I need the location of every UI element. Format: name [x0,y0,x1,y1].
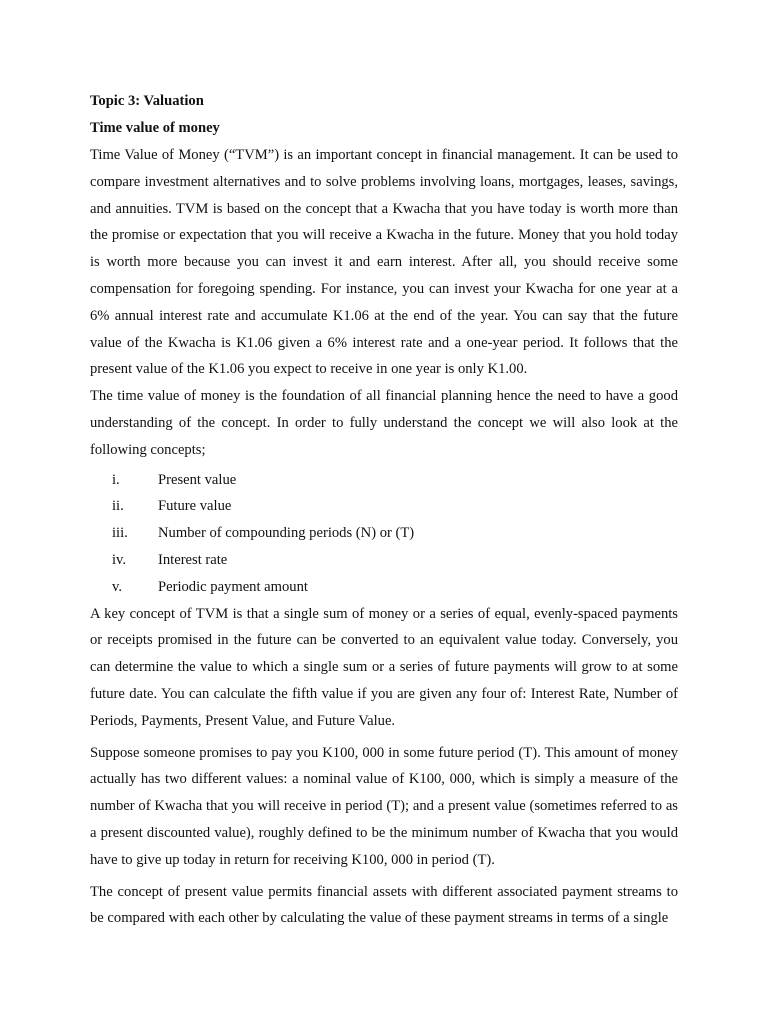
paragraph-tvm-intro: Time Value of Money (“TVM”) is an important concept in financial management. It can be used to compare investment alternatives and to solve problems involving loans, mortgages, leases, savings, and annuities. TVM is based on the concept that a Kwacha that you have today is worth more than the promise or expectation that you will receive a Kwacha in the future. Money that you hold today is worth more because you can invest it and earn interest. After all, you should receive some compensation for foregoing spending. For instance, you can invest your Kwacha for one year at a 6% annual interest rate and accumulate K1.06 at the end of the year. You can say that the future value of the Kwacha is K1.06 given a 6% interest rate and a one-year period. It follows that the present value of the K1.06 you expect to receive in one year is only K1.00. [90,147,678,378]
list-item-text: Number of compounding periods (N) or (T) [158,525,415,542]
paragraph-present-value-concept: The concept of present value permits financial assets with different associated payment streams to be compared with each other by calculating the value of these payment streams in terms of a single [90,883,678,927]
list-item-number: iii. [112,525,128,542]
paragraph-key-concept: A key concept of TVM is that a single sum of money or a series of equal, evenly-spaced payments or receipts promised in the future can be converted to an equivalent value today. Conversely, you can determine the value to which a single sum or a series of future payments will grow to at some future date. You can calculate the fifth value if you are given any four of: Interest Rate, Number of Periods, Payments, Present Value, and Future Value. [90,605,678,729]
section-heading: Time value of money [90,120,220,136]
list-item-text: Present value [158,471,237,488]
list-item-number: iv. [112,551,127,568]
topic-heading: Topic 3: Valuation [90,93,204,109]
paragraph-promise-example: Suppose someone promises to pay you K100, 000 in some future period (T). This amount of money actually has two different values: a nominal value of K100, 000, which is simply a measure of the number of Kwacha that you will receive in period (T); and a present value (sometimes referred to as a present discounted value), roughly defined to be the minimum number of Kwacha that you would have to give up today in return for receiving K100, 000 in period (T). [90,744,678,868]
list-item [90,547,678,574]
list-item-text: Future value [158,498,232,515]
document-page [90,88,678,932]
list-item-text: Periodic payment amount [158,578,308,595]
list-item [90,493,678,520]
list-item [90,467,678,494]
list-item [90,520,678,547]
list-item-number: i. [112,471,120,488]
list-item-text: Interest rate [158,551,228,568]
list-item-number: v. [112,578,122,595]
paragraph-foundation: The time value of money is the foundation of all financial planning hence the need to have a good understanding of the concept. In order to fully understand the concept we will also look at the following concepts; [90,388,678,458]
list-item-number: ii. [112,498,124,515]
list-item [90,574,678,601]
concepts-list [90,467,678,601]
